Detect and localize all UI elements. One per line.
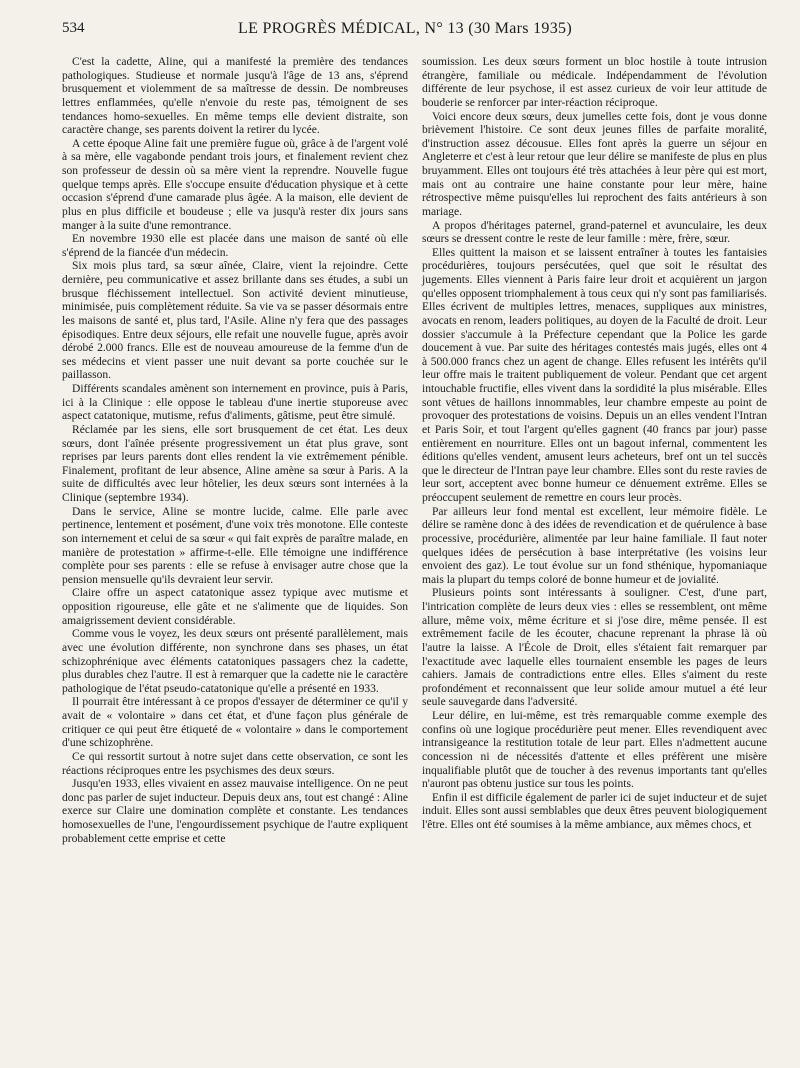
paragraph: Différents scandales amènent son internement en province, puis à Paris, ici à la Clinique : elle oppose le tableau d'une inertie stuporeuse avec aspect catatonique, mutisme, refus d'aliments, gâtisme, peut être simulé. (62, 383, 408, 423)
paragraph: Comme vous le voyez, les deux sœurs ont présenté parallèlement, mais avec une évolution différente, non synchrone dans ses phases, un état schizophrénique avec éléments catatoniques passagers chez la cadette, plus durables chez l'autre. Il est à remarquer que la cadette nie le caractère pathologique de l'état pseudo-catatonique qu'elle a présenté en 1933. (62, 628, 408, 695)
paragraph: Réclamée par les siens, elle sort brusquement de cet état. Les deux sœurs, dont l'aînée présente progressivement un état plus grave, sont reprises par leurs parents dont elles rendent la vie extrêmement pénible. Finalement, profitant de leur absence, Aline amène sa sœur à Paris. A la suite de difficultés avec leur hôtelier, les deux sœurs sont internées à la Clinique (septembre 1934). (62, 423, 408, 504)
paragraph: Jusqu'en 1933, elles vivaient en assez mauvaise intelligence. On ne peut donc pas parler de sujet inducteur. Depuis deux ans, tout est changé : Aline exerce sur Claire une domination complète et constante. Les tendances homosexuelles de l'une, l'engourdissement psychique de l'autre expliquent probablement cette emprise et cette (62, 778, 408, 845)
paragraph: Par ailleurs leur fond mental est excellent, leur mémoire fidèle. Le délire se ramène donc à des idées de revendication et de quérulence à base processive, procédurière, alimentée par leur haine familiale. Il faut noter quelques idées de persécution à base interprétative (les voisins leur envoient des gaz). Le tout évolue sur un fond sthénique, hypomaniaque mais la plupart du temps coloré de bonne humeur et de jovialité. (422, 505, 767, 586)
paragraph: Plusieurs points sont intéressants à souligner. C'est, d'une part, l'intrication complète de leurs deux vies : elles se ressemblent, ont même allure, même voix, même écriture et si j'ose dire, même pensée. Il est extrêmement facile de les écouter, chacune reprenant la phrase là où l'autre la laisse. A l'École de Droit, elles s'étaient fait remarquer par l'exactitude avec laquelle elles tournaient ensemble les pages de leurs cahiers. Jamais de contradictions entre elles. Elles s'aiment du reste profondément et reconnaissent que leur solide amour mutuel a été leur seule sauvegarde dans l'adversité. (422, 587, 767, 709)
paragraph: A propos d'héritages paternel, grand-paternel et avunculaire, les deux sœurs se dressent contre le reste de leur famille : mère, frère, sœur. (422, 219, 767, 246)
paragraph: Voici encore deux sœurs, deux jumelles cette fois, dont je vous donne brièvement l'histoire. Ce sont deux jeunes filles de parfaite moralité, d'instruction assez décousue. Elles font après la guerre un séjour en Angleterre et c'est à leur retour que leur délire se manifeste de plus en plus bruyamment. Elles ont toujours été très attachées à leur père qui est mort, mais ont au contraire une haine constante pour leur mère, haine rétrospective même puisqu'elles lui reprochent des faits antérieurs à son mariage. (422, 110, 767, 218)
paragraph: Dans le service, Aline se montre lucide, calme. Elle parle avec pertinence, lentement et posément, d'une voix très monotone. Elle conteste son internement et celui de sa sœur « qui fait exprès de paraître malade, en manière de protestation » affirme-t-elle. Elle témoigne une indifférence complète pour ses parents : elle se refuse à envisager autre chose que la pension mensuelle qu'ils devraient leur servir. (62, 505, 408, 586)
paragraph: Il pourrait être intéressant à ce propos d'essayer de déterminer ce qu'il y avait de « volontaire » dans cet état, et d'une façon plus générale de critiquer ce qui peut être étiqueté de « volontaire » dans le comportement d'une schizophrène. (62, 696, 408, 750)
paragraph: Claire offre un aspect catatonique assez typique avec mutisme et opposition rigoureuse, elle gâte et ne s'alimente que de liquides. Son amaigrissement devient considérable. (62, 587, 408, 627)
page-number: 534 (62, 20, 85, 36)
left-column (62, 56, 408, 846)
paragraph: C'est la cadette, Aline, qui a manifesté la première des tendances pathologiques. Studieuse et normale jusqu'à l'âge de 13 ans, s'éprend brusquement et violemment de sa maîtresse de dessin. De nombreuses lettres enflammées, qu'elle n'envoie du reste pas, témoignent de ses tendances homo-sexuelles. En même temps elle devient distraite, son caractère change, ses parents doivent la retirer du lycée. (62, 56, 408, 137)
paragraph: A cette époque Aline fait une première fugue où, grâce à de l'argent volé à sa mère, elle vagabonde pendant trois jours, et finalement revient chez son professeur de dessin où sa mère vient la reprendre. Nouvelle fugue quelque temps après. Elle s'occupe ensuite d'éducation physique et à cette occasion s'éprend d'une camarade plus âgée. A la maison, elle devient de plus en plus difficile et boudeuse ; elle va jusqu'à rester dix jours sans manger à la suite d'une remontrance. (62, 137, 408, 232)
paragraph: soumission. Les deux sœurs forment un bloc hostile à toute intrusion étrangère, familiale ou médicale. Indépendamment de l'évolution différente de leur psychose, il est assez curieux de voir leur attitude de bouderie se renforcer par inter-réaction réciproque. (422, 56, 767, 109)
paragraph: Ce qui ressortit surtout à notre sujet dans cette observation, ce sont les réactions réciproques entre les psychismes des deux sœurs. (62, 750, 408, 777)
paragraph: En novembre 1930 elle est placée dans une maison de santé où elle s'éprend de la fiancée d'un médecin. (62, 233, 408, 259)
page-header (62, 20, 748, 44)
paragraph: Leur délire, en lui-même, est très remarquable comme exemple des confins où une logique procédurière peut mener. Elles revendiquent avec intransigeance la restitution totale de leur part. Elles n'admettent aucune concession ni de nécessités d'attente et elles préfèrent une misère inqualifiable plutôt que de toucher à des revenus importants tant qu'elles n'auront pas obtenu justice sur tous les points. (422, 710, 767, 791)
paragraph: Enfin il est difficile également de parler ici de sujet inducteur et de sujet induit. Elles sont aussi semblables que deux êtres peuvent biologiquement l'être. Elles ont été soumises à la même ambiance, aux mêmes chocs, et (422, 791, 767, 831)
journal-title: LE PROGRÈS MÉDICAL, N° 13 (30 Mars 1935) (238, 20, 572, 37)
paragraph: Six mois plus tard, sa sœur aînée, Claire, vient la rejoindre. Cette dernière, peu communicative et assez brillante dans ses études, a subi un brusque fléchissement intellectuel. Son activité devient minutieuse, minimisée, puis complètement réduite. Sa vie va se passer désormais entre les maisons de santé et, plus tard, l'Asile. Aline n'y fera que des passages épisodiques. Entre deux séjours, elle refait une nouvelle fugue, après avoir dérobé 2.000 francs. Elle est de nouveau amoureuse de la femme d'un de ses médecins et vient passer une nuit devant sa porte couchée sur le paillasson. (62, 260, 408, 382)
right-column (422, 56, 767, 833)
paragraph: Elles quittent la maison et se laissent entraîner à toutes les fantaisies procédurières, toujours persécutées, quel que soit le résultat des jugements. Elles viennent à Paris faire leur droit et acquièrent un jargon qu'elles opposent triomphalement à tous ceux qui n'y sont pas familiarisés. Elles écrivent de multiples lettres, menaces, suppliques aux ministres, avocats en renom, leaders politiques, au doyen de la Faculté de droit. Leur dossier s'accumule à la Préfecture cependant que la Police les garde doucement à vue. Par suite des héritages contestés mais jugés, elles ont 4 à 500.000 francs chez un agent de change. Elles refusent les intérêts qu'il leur offre mais le traitent publiquement de voleur. Pendant que cet argent intouchable fructifie, elles vivent dans la sordidité la plus misérable. Elles sont vêtues de haillons innommables, leur chambre empeste au point de provoquer des protestations de voisins. Depuis un an elles vendent l'Intran et Paris Soir, et tout l'argent qu'elles gagnent (40 francs par jour) passe entièrement en nourriture. Elles ont un bagout infernal, commentent les éditions qu'elles vendent, amusent leurs acheteurs, bref ont un tel succès que le directeur de l'Intran paye leur chambre. Elles sont du reste ravies de leur sort, acceptent avec bonne humeur ce dénuement extrême. Elles se préoccupent seulement de remettre en cours leur procès. (422, 246, 767, 504)
